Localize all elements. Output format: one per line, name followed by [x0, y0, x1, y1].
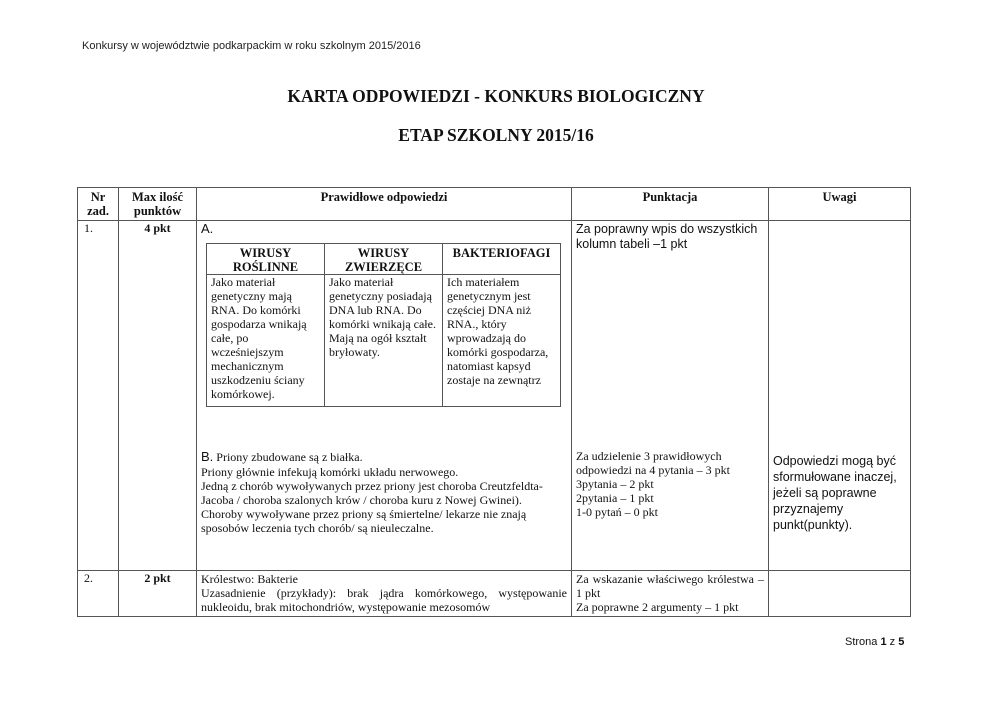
answer-table — [77, 187, 911, 617]
row2-points: 2 pkt — [119, 571, 197, 617]
row2-nr: 2. — [78, 571, 119, 617]
virus-table — [206, 243, 561, 407]
inner-header-plant: WIRUSY ROŚLINNE — [207, 244, 325, 275]
header-notes: Uwagi — [769, 188, 911, 221]
row2-notes — [769, 571, 911, 617]
inner-header-animal: WIRUSY ZWIERZĘCE — [325, 244, 443, 275]
part-b-line-4: Choroby wywoływane przez priony są śmiertelne/ lekarze nie znają sposobów leczenia tych chorób/ są nieuleczalne. — [201, 506, 527, 535]
row1-scoring-b: Za udzielenie 3 prawidłowych odpowiedzi na 4 pytania – 3 pkt 3pytania – 2 pkt 2pytania – 1 pkt 1-0 pytań – 0 pkt — [572, 445, 769, 571]
inner-header-phage: BAKTERIOFAGI — [443, 244, 561, 275]
row1-notes-a — [769, 221, 911, 445]
row1-notes-b: Odpowiedzi mogą być sformułowane inaczej, jeżeli są poprawne przyznajemy punkt(punkty). — [769, 445, 911, 571]
part-b-line-2: Priony głównie infekują komórki układu nerwowego. — [201, 464, 459, 479]
page-footer: Strona 1 z 5 — [845, 636, 905, 648]
row1-answer-a — [197, 221, 572, 445]
document-title: KARTA ODPOWIEDZI - KONKURS BIOLOGICZNY — [287, 86, 705, 106]
row1-nr: 1. — [78, 221, 119, 571]
row2-answer: Królestwo: Bakterie Uzasadnienie (przykłady): brak jądra komórkowego, występowanie nukleoidu, brak mitochondriów, występowanie mezosomów — [197, 571, 572, 617]
part-b-line-3: Jedną z chorób wywoływanych przez priony jest choroba Creutzfeldta- Jacoba / choroba szalonych krów / choroba kuru z Nowej Gwinei). — [201, 478, 543, 507]
page-number: 1 — [880, 636, 887, 648]
table-row — [78, 445, 911, 571]
inner-cell-phage: Ich materiałem genetycznym jest częściej DNA niż RNA., który wprowadzają do komórki gospodarza, natomiast kapsyd zostaje na zewnątrz — [443, 275, 561, 407]
header-scoring: Punktacja — [572, 188, 769, 221]
row1-points: 4 pkt — [119, 221, 197, 571]
table-header-row — [78, 188, 911, 221]
inner-cell-animal: Jako materiał genetyczny posiadają DNA lub RNA. Do komórki wnikają całe. Mają na ogół kształt bryłowaty. — [325, 275, 443, 407]
table-row — [78, 221, 911, 445]
part-a-label: A. — [201, 221, 214, 236]
document-subtitle: ETAP SZKOLNY 2015/16 — [398, 125, 594, 145]
page-total: 5 — [898, 636, 905, 648]
row2-scoring: Za wskazanie właściwego królestwa – 1 pkt Za poprawne 2 argumenty – 1 pkt — [572, 571, 769, 617]
document-header: Konkursy w województwie podkarpackim w roku szkolnym 2015/2016 — [82, 40, 421, 52]
header-answers: Prawidłowe odpowiedzi — [197, 188, 572, 221]
inner-cell-plant: Jako materiał genetyczny mają RNA. Do komórki gospodarza wnikają całe, po wcześniejszym mechanicznym uszkodzeniu ściany komórkowej. — [207, 275, 325, 407]
part-b-label: B. — [201, 448, 214, 464]
table-row — [78, 571, 911, 617]
part-b-line-1: Priony zbudowane są z białka. — [216, 449, 363, 464]
header-nr: Nr zad. — [78, 188, 119, 221]
row1-scoring-a: Za poprawny wpis do wszystkich kolumn tabeli –1 pkt — [572, 221, 769, 445]
row1-answer-b — [197, 445, 572, 571]
header-max-points: Max ilość punktów — [119, 188, 197, 221]
